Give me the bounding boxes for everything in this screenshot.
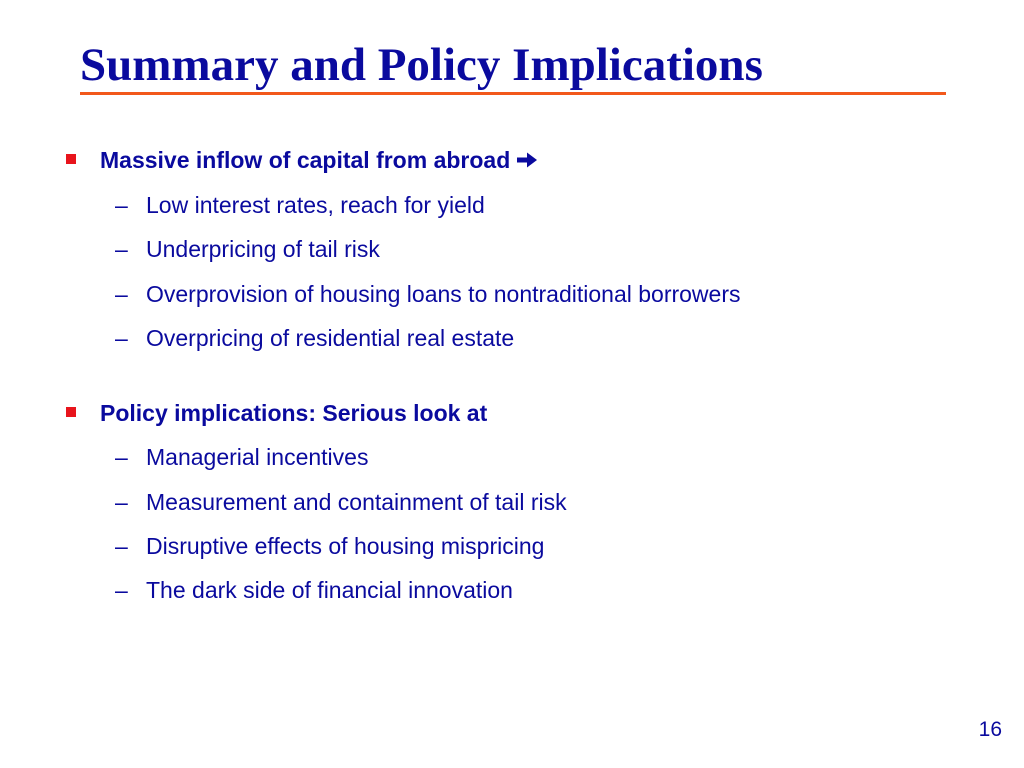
- sub-item-text: The dark side of financial innovation: [146, 577, 513, 603]
- square-bullet-icon: [66, 154, 76, 164]
- title-underline: [80, 92, 946, 95]
- square-bullet-icon: [66, 407, 76, 417]
- sub-item-text: Measurement and containment of tail risk: [146, 489, 567, 515]
- dash-marker: –: [115, 325, 128, 351]
- bullet-text: Policy implications: Serious look at: [100, 400, 488, 426]
- sub-item-text: Overpricing of residential real estate: [146, 325, 515, 351]
- dash-marker: –: [115, 533, 128, 559]
- dash-marker: –: [115, 281, 128, 307]
- page-number: 16: [978, 718, 1002, 741]
- slide-title: Summary and Policy Implications: [80, 39, 763, 91]
- right-arrow-icon: [516, 151, 538, 169]
- sub-item-text: Disruptive effects of housing mispricing: [146, 533, 545, 559]
- sub-item-text: Underpricing of tail risk: [146, 236, 380, 262]
- bullet-text: Massive inflow of capital from abroad: [100, 147, 511, 173]
- dash-marker: –: [115, 489, 128, 515]
- dash-marker: –: [115, 577, 128, 603]
- sub-item-text: Low interest rates, reach for yield: [146, 192, 485, 218]
- dash-marker: –: [115, 236, 128, 262]
- sub-item-text: Overprovision of housing loans to nontraditional borrowers: [146, 281, 741, 307]
- sub-item-text: Managerial incentives: [146, 444, 369, 470]
- dash-marker: –: [115, 444, 128, 470]
- dash-marker: –: [115, 192, 128, 218]
